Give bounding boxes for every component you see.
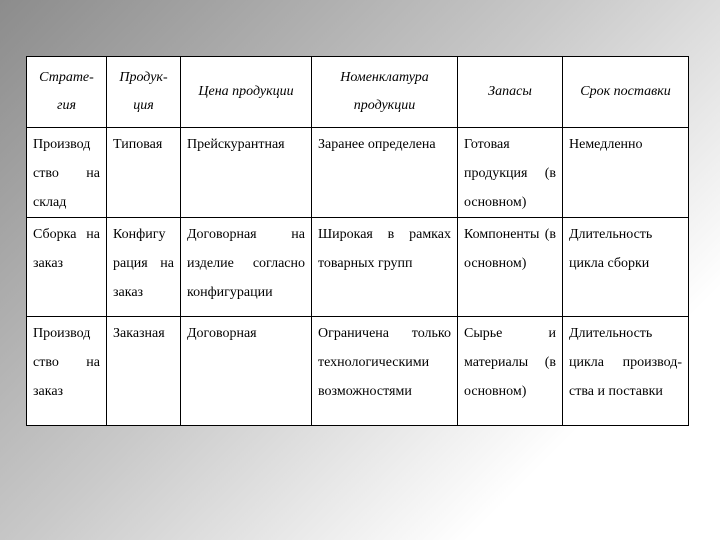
table-cell-price: Договорная	[181, 317, 312, 426]
strategy-table	[26, 56, 689, 426]
table-row	[27, 128, 689, 218]
table-cell-product: Конфигу рация на заказ	[107, 218, 181, 317]
table-cell-stock: Сырье и материалы (в основном)	[458, 317, 563, 426]
table-cell-price: Прейскурантная	[181, 128, 312, 218]
table-cell-nomenclature: Заранее определена	[312, 128, 458, 218]
table-cell-delivery-time: Длительность цикла производ-ства и поставки	[563, 317, 689, 426]
header-stock: Запасы	[458, 57, 563, 128]
table-cell-stock: Готовая продукция (в основном)	[458, 128, 563, 218]
header-product: Продук-ция	[107, 57, 181, 128]
table-cell-nomenclature: Широкая в рамках товарных групп	[312, 218, 458, 317]
table-header-row	[27, 57, 689, 128]
header-nomenclature: Номенклатура продукции	[312, 57, 458, 128]
table-cell-strategy: Производ ство на склад	[27, 128, 107, 218]
table-cell-product: Типовая	[107, 128, 181, 218]
table-cell-product: Заказная	[107, 317, 181, 426]
header-price: Цена продукции	[181, 57, 312, 128]
table-cell-price: Договорная на изделие согласно конфигурации	[181, 218, 312, 317]
table-cell-nomenclature: Ограничена только технологическими возможностями	[312, 317, 458, 426]
table-row	[27, 317, 689, 426]
table-cell-strategy: Сборка на заказ	[27, 218, 107, 317]
table-cell-delivery-time: Длительность цикла сборки	[563, 218, 689, 317]
header-delivery-time: Срок поставки	[563, 57, 689, 128]
table-cell-stock: Компоненты (в основном)	[458, 218, 563, 317]
table-cell-delivery-time: Немедленно	[563, 128, 689, 218]
table-row	[27, 218, 689, 317]
table-cell-strategy: Производ ство на заказ	[27, 317, 107, 426]
header-strategy: Страте-гия	[27, 57, 107, 128]
